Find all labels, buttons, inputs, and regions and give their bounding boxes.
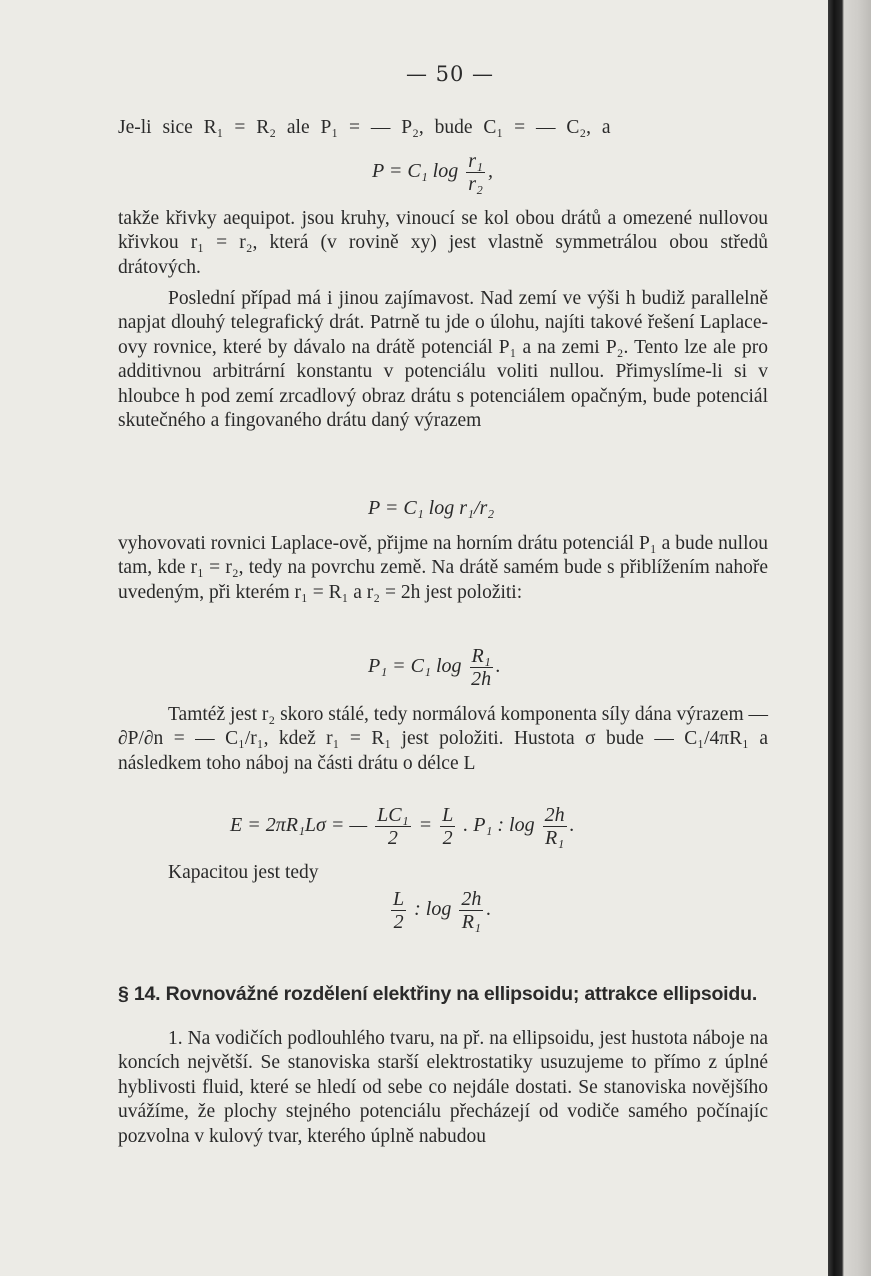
equation-3-fraction — [470, 645, 493, 690]
equation-5-tail: . — [486, 898, 492, 921]
equation-1-numerator: r₁ — [468, 150, 483, 172]
equation-5-fraction-1-denominator: 2 — [393, 911, 404, 933]
equation-4 — [230, 804, 575, 849]
equation-3-lhs: P₁ = C₁ log — [368, 655, 462, 678]
equation-5 — [388, 888, 491, 933]
page-number: — 50 — — [405, 62, 495, 86]
equation-4-fraction-3 — [543, 804, 567, 849]
equation-4-fraction-2-numerator: L — [442, 804, 454, 826]
equation-1-fraction — [466, 150, 485, 195]
equation-3-denominator: 2h — [471, 668, 492, 690]
equation-1-denominator: r₂ — [468, 173, 483, 195]
equation-4-fraction-1-numerator: LC₁ — [377, 804, 409, 826]
equation-3-tail: . — [495, 655, 501, 678]
equation-3 — [368, 645, 501, 690]
book-spine-shadow — [828, 0, 871, 1276]
equation-1-lhs: P = C₁ log — [372, 160, 459, 183]
section-heading: § 14. Rovnovážné rozdělení elektřiny na ellipsoidu; attrakce ellipsoidu. — [118, 983, 758, 1005]
equation-2: P = C₁ log r₁/r₂ — [368, 497, 495, 519]
equation-4-fraction-3-denominator: R₁ — [545, 827, 565, 849]
equation-4-fraction-3-numerator: 2h — [544, 804, 565, 826]
paragraph-3: Poslední případ má i jinou zajímavost. Nad zemí ve výši h budiž parallelně napjat dlouhý telegrafický drát. Patrně tu jde o úlohu, najíti takové řešení Laplace-ovy rovnice, které by dávalo na drátě potenciál P₁ a na zemi P₂. Tento lze ale pro additivnou arbitrární konstantu v potenciálu voliti nullou. Přimyslíme-li si v hloubce h pod zemí zrcadlový obraz drátu s potenciálem opačným, bude potenciál skutečného a fingovaného drátu daný výrazem — [118, 288, 768, 432]
paragraph-6: Kapacitou jest tedy — [168, 862, 319, 883]
equation-5-fraction-2-denominator: R₁ — [461, 911, 481, 933]
paragraph-4: vyhovovati rovnici Laplace-ově, přijme na horním drátu potenciál P₁ a bude nullou tam, kde r₁ = r₂, tedy na povrchu země. Na drátě samém bude s přiblížením nahoře uvedeným, při kterém r₁ = R₁ a r₂ = 2h jest položiti: — [118, 533, 768, 603]
paragraph-2: takže křivky aequipot. jsou kruhy, vinoucí se kol obou drátů a omezené nullovou křivkou r₁ = r₂, která (v rovině xy) jest vlastně symmetrálou obou středů drátových. — [118, 208, 768, 278]
paragraph-1: Je-li sice R₁ = R₂ ale P₁ = — P₂, bude C₁ = — C₂, a — [118, 117, 611, 138]
equation-5-fraction-1 — [391, 888, 406, 933]
equation-5-fraction-1-numerator: L — [393, 888, 405, 910]
equation-5-fraction-2-numerator: 2h — [461, 888, 482, 910]
equation-4-tail: . — [569, 814, 575, 837]
equation-4-middle: . P₁ : log — [463, 814, 535, 837]
equation-1-tail: , — [487, 160, 493, 183]
equation-4-lhs: E = 2πR₁Lσ = — — [230, 814, 368, 837]
equation-4-fraction-1 — [375, 804, 410, 849]
equation-5-fraction-2 — [459, 888, 483, 933]
equation-4-equals: = — [418, 814, 433, 837]
equation-4-fraction-1-denominator: 2 — [387, 827, 398, 849]
equation-4-fraction-2 — [440, 804, 455, 849]
paragraph-5: Tamtéž jest r₂ skoro stálé, tedy normálová komponenta síly dána výrazem — ∂P/∂n = — C₁/r₁, kdež r₁ = R₁ jest položiti. Hustota σ bude — C₁/4πR₁ a následkem toho náboj na části drátu o délce L — [118, 704, 769, 774]
paragraph-7: 1. Na vodičích podlouhlého tvaru, na př. na ellipsoidu, jest hustota náboje na koncích největší. Se stanoviska starší elektrostatiky usuzujeme to přímo z úplné hyblivosti fluid, které se hledí od sebe co nejdále dostati. Se stanoviska novějšího uvážíme, že plochy stejného potenciálu přecházejí od vodiče samého počínajíc pozvolna v kulový tvar, kterého úplně nabudou — [118, 1028, 768, 1147]
equation-5-middle: : log — [414, 898, 452, 921]
equation-4-fraction-2-denominator: 2 — [442, 827, 453, 849]
equation-1 — [372, 150, 493, 195]
equation-3-numerator: R₁ — [471, 645, 491, 667]
